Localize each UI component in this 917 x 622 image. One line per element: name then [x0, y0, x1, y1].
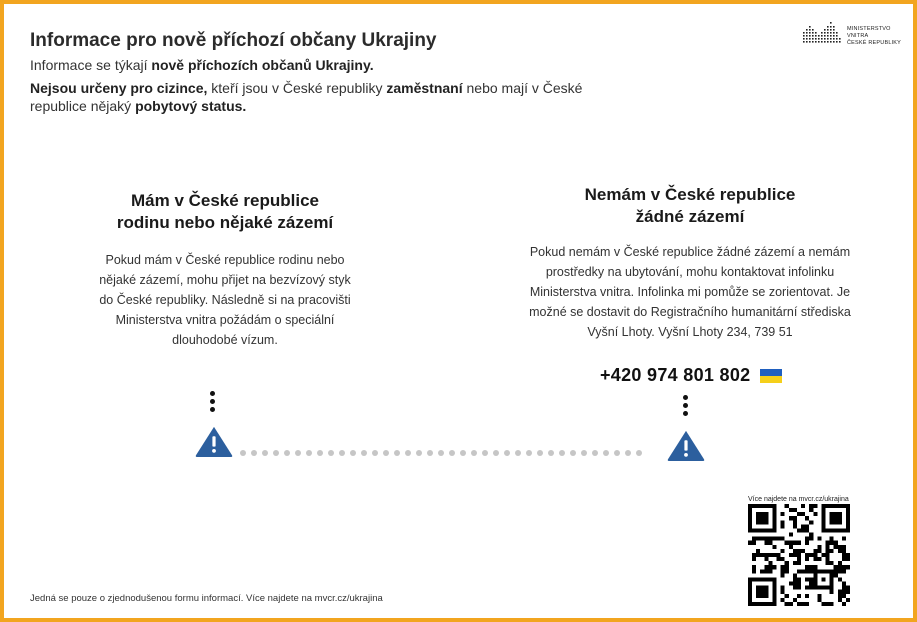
left-body-text: Pokud mám v České republice rodinu nebo nějaké zázemí, mohu přijet na bezvízový styk do České republiky. Následně si na pracovišti Ministerstva vnitra požádám o speciální dlouhodobé vízum.	[99, 253, 351, 347]
warning-triangle-icon	[192, 424, 236, 458]
notice-bold-3: pobytový status.	[135, 98, 247, 114]
notice-text-1: kteří jsou v České republiky	[207, 80, 387, 96]
right-heading-line-2: žádné zázemí	[635, 207, 745, 226]
notice-bold-2: zaměstnaní	[386, 80, 463, 96]
notice-bold-1: Nejsou určeny pro cizince,	[30, 80, 208, 96]
subtitle-line	[30, 57, 374, 73]
left-vertical-dots	[210, 391, 216, 415]
left-heading	[92, 190, 358, 234]
warning-triangle-icon	[664, 428, 708, 462]
page-title: Informace pro nově příchozí občany Ukrajiny	[30, 30, 437, 51]
right-heading-line-1: Nemám v České republice	[584, 185, 796, 204]
notice-text-2: nebo mají v České republice nějaký	[30, 80, 583, 114]
logo-line-1: MINISTERSTVO VNITRA	[847, 26, 891, 39]
ministry-logo-text	[847, 26, 913, 47]
qr-code[interactable]	[748, 504, 850, 606]
hotline-row	[600, 365, 782, 386]
left-info-block	[92, 190, 358, 350]
right-vertical-dots	[683, 395, 689, 419]
right-body-text: Pokud nemám v České republice žádné zázemí a nemám prostředky na ubytování, mohu kontaktovat infolinku Ministerstva vnitra. Infolinka mi pomůže se zorientovat. Je možné se dostavit do Registračního humanitární střediska Vyšní Lhoty. Vyšní Lhoty 234, 739 51	[529, 245, 851, 339]
subtitle-bold: nově příchozích občanů Ukrajiny.	[151, 57, 374, 73]
hotline-phone-number[interactable]: +420 974 801 802	[600, 365, 751, 385]
subtitle-text: Informace se týkají	[30, 57, 152, 73]
connector-dotted-line	[240, 450, 642, 456]
qr-label: Více najdete na mvcr.cz/ukrajina	[748, 496, 849, 503]
left-heading-line-1: Mám v České republice	[130, 191, 320, 210]
ukraine-flag-icon	[760, 369, 782, 383]
subtitle-notice	[30, 79, 630, 115]
logo-line-2: ČESKÉ REPUBLIKY	[847, 40, 902, 46]
right-info-block	[520, 184, 860, 342]
footer-note: Jedná se pouze o zjednodušenou formu informací. Více najdete na mvcr.cz/ukrajina	[30, 593, 383, 604]
left-heading-line-2: rodinu nebo nějaké zázemí	[116, 213, 334, 232]
right-heading	[520, 184, 860, 228]
